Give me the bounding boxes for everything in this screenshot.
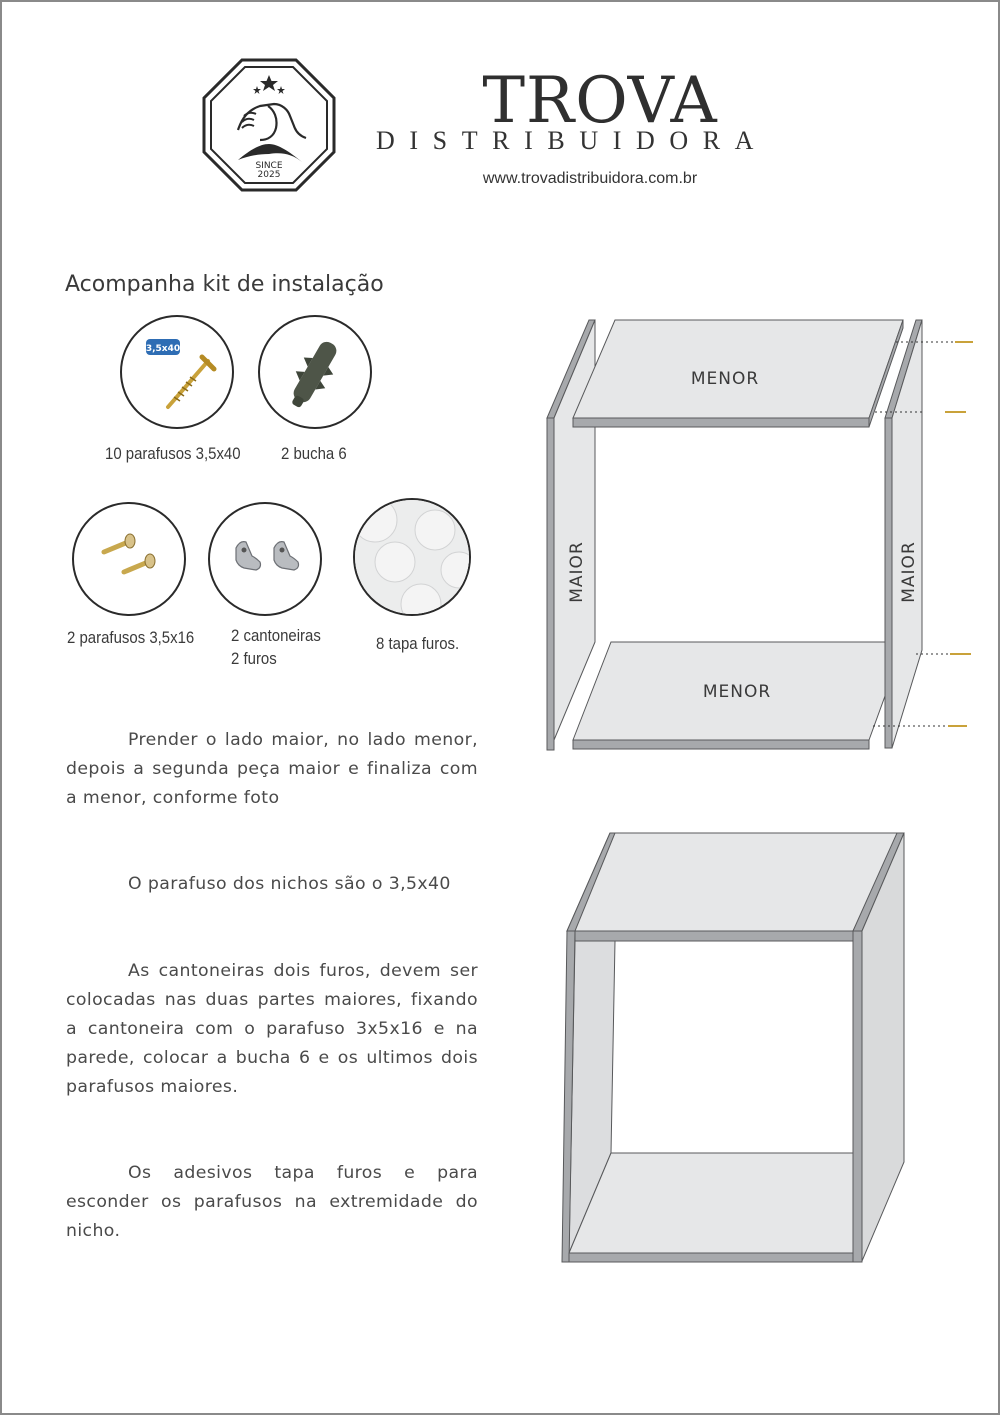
kit-item-label: 2 parafusos 3,5x16 — [67, 628, 195, 647]
kit-item-label-line2: 2 furos — [231, 649, 277, 668]
svg-text:MAIOR: MAIOR — [567, 541, 587, 603]
instruction-paragraph: Os adesivos tapa furos e para esconder os parafusos na extremidade do nicho. — [66, 1163, 478, 1241]
instruction-paragraph: O parafuso dos nichos são o 3,5x40 — [128, 874, 451, 894]
website-link[interactable]: www.trovadistribuidora.com.br — [482, 170, 698, 187]
exploded-assembly-diagram — [530, 310, 990, 760]
top-panel-menor — [573, 320, 903, 427]
kit-item-label: 2 bucha 6 — [281, 444, 347, 463]
svg-text:SINCE: SINCE — [255, 161, 283, 171]
instruction-paragraph: Prender o lado maior, no lado menor, depois a segunda peça maior e finaliza com a menor, conforme foto — [66, 730, 478, 808]
brand-logo — [202, 58, 336, 192]
kit-item-wall-plug-image — [258, 315, 372, 429]
short-screws-icon — [74, 504, 184, 614]
bottom-panel-menor — [573, 642, 885, 749]
kit-item-label: 8 tapa furos. — [376, 634, 460, 653]
corner-bracket-icon — [210, 504, 320, 614]
svg-text:MAIOR: MAIOR — [899, 541, 919, 603]
assembled-niche-icon — [540, 820, 920, 1270]
svg-text:MENOR: MENOR — [702, 682, 772, 702]
svg-text:3,5x40: 3,5x40 — [145, 344, 181, 354]
svg-text:MENOR: MENOR — [690, 369, 760, 389]
instruction-paragraph: As cantoneiras dois furos, devem ser colocadas nas duas partes maiores, fixando a cantoneira com o parafuso 3x5x16 e na parede, colocar a bucha 6 e os ultimos dois parafusos maiores. — [66, 961, 478, 1097]
assembled-niche-diagram — [540, 820, 920, 1270]
kit-title: Acompanha kit de instalação — [65, 272, 384, 297]
kit-item-cover-caps-image — [353, 498, 471, 616]
kit-item-label: 10 parafusos 3,5x40 — [105, 444, 241, 463]
kit-item-screw-image — [120, 315, 234, 429]
handshake-emblem-icon — [202, 58, 336, 192]
kit-item-short-screws-image — [72, 502, 186, 616]
right-panel-maior — [885, 320, 922, 748]
wall-plug-icon — [260, 317, 370, 427]
svg-text:2025: 2025 — [257, 170, 281, 180]
kit-item-corner-bracket-image — [208, 502, 322, 616]
screw-icon — [122, 317, 232, 427]
cover-caps-icon — [355, 500, 469, 614]
brand-subtitle: DISTRIBUIDORA — [376, 126, 769, 155]
brand-title: TROVA — [482, 64, 718, 138]
kit-item-label-line1: 2 cantoneiras — [231, 626, 321, 645]
